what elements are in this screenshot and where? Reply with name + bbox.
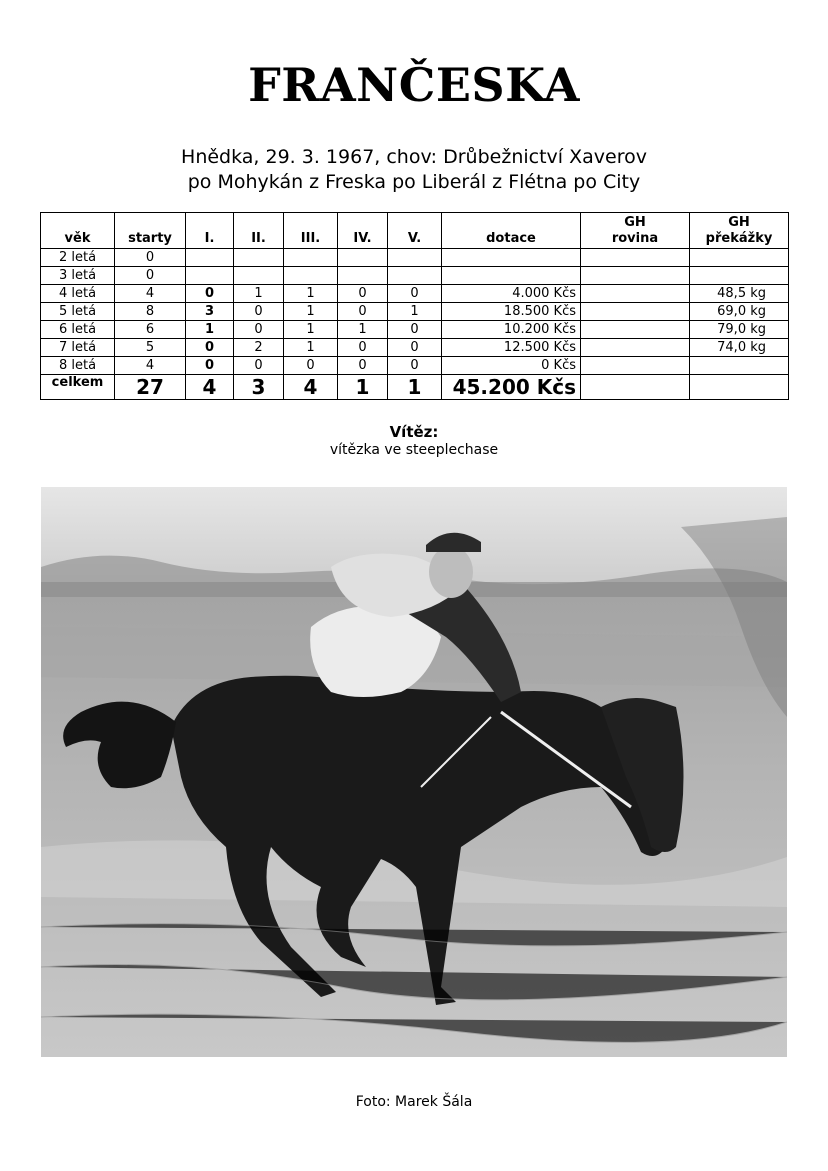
cell-prize-money: 0 Kčs (442, 357, 581, 375)
header-place-3: III. (284, 213, 338, 249)
cell-starts: 8 (115, 303, 186, 321)
header-starts: starty (115, 213, 186, 249)
cell-place-5: 0 (388, 285, 442, 303)
header-age: věk (41, 213, 115, 249)
total-starts: 27 (115, 375, 186, 400)
cell-starts: 6 (115, 321, 186, 339)
cell-starts: 0 (115, 267, 186, 285)
cell-place-2: 1 (234, 285, 284, 303)
cell-place-1 (186, 267, 234, 285)
table-total-row (41, 375, 789, 400)
table-row (41, 357, 789, 375)
cell-prize-money: 4.000 Kčs (442, 285, 581, 303)
cell-gh-flat (581, 249, 690, 267)
table-row (41, 339, 789, 357)
cell-place-2 (234, 267, 284, 285)
cell-gh-flat (581, 267, 690, 285)
cell-gh-flat (581, 357, 690, 375)
cell-place-1: 3 (186, 303, 234, 321)
cell-place-3: 1 (284, 285, 338, 303)
cell-place-2: 0 (234, 321, 284, 339)
cell-gh-obstacle: 74,0 kg (690, 339, 789, 357)
cell-gh-obstacle: 79,0 kg (690, 321, 789, 339)
cell-age: 4 letá (41, 285, 115, 303)
total-gh-flat (581, 375, 690, 400)
table-row (41, 321, 789, 339)
cell-place-4: 0 (338, 303, 388, 321)
cell-place-5: 0 (388, 357, 442, 375)
cell-place-1: 0 (186, 339, 234, 357)
cell-gh-obstacle (690, 267, 789, 285)
cell-place-4: 0 (338, 357, 388, 375)
cell-place-4: 0 (338, 285, 388, 303)
total-place-1: 4 (186, 375, 234, 400)
cell-place-5 (388, 249, 442, 267)
total-prize-money: 45.200 Kčs (442, 375, 581, 400)
cell-gh-obstacle (690, 357, 789, 375)
cell-gh-flat (581, 285, 690, 303)
cell-starts: 4 (115, 285, 186, 303)
cell-place-1: 1 (186, 321, 234, 339)
cell-prize-money (442, 249, 581, 267)
cell-prize-money: 12.500 Kčs (442, 339, 581, 357)
cell-age: 7 letá (41, 339, 115, 357)
cell-age: 5 letá (41, 303, 115, 321)
cell-gh-obstacle (690, 249, 789, 267)
cell-place-1: 0 (186, 285, 234, 303)
cell-place-1 (186, 249, 234, 267)
cell-age: 2 letá (41, 249, 115, 267)
cell-place-3: 1 (284, 321, 338, 339)
table-row (41, 285, 789, 303)
race-stats-table (40, 212, 789, 400)
cell-starts: 4 (115, 357, 186, 375)
table-header-row (41, 213, 789, 249)
cell-place-5 (388, 267, 442, 285)
total-place-3: 4 (284, 375, 338, 400)
cell-place-2: 2 (234, 339, 284, 357)
cell-place-5: 0 (388, 339, 442, 357)
winner-heading: Vítěz: (389, 423, 439, 441)
cell-gh-flat (581, 321, 690, 339)
cell-gh-obstacle: 48,5 kg (690, 285, 789, 303)
cell-place-3: 0 (284, 357, 338, 375)
table-row (41, 303, 789, 321)
cell-gh-obstacle: 69,0 kg (690, 303, 789, 321)
header-gh-obstacle: GH překážky (690, 213, 789, 249)
total-place-4: 1 (338, 375, 388, 400)
cell-place-1: 0 (186, 357, 234, 375)
cell-place-3 (284, 249, 338, 267)
cell-place-4 (338, 267, 388, 285)
table-row (41, 249, 789, 267)
winner-description: vítězka ve steeplechase (329, 442, 499, 458)
cell-place-2 (234, 249, 284, 267)
horse-race-photo (41, 487, 787, 1057)
header-gh-flat: GH rovina (581, 213, 690, 249)
cell-place-3: 1 (284, 339, 338, 357)
cell-starts: 0 (115, 249, 186, 267)
total-gh-obstacle (690, 375, 789, 400)
cell-place-4: 0 (338, 339, 388, 357)
header-place-2: II. (234, 213, 284, 249)
page-title: FRANČESKA (248, 58, 580, 112)
photo-credit: Foto: Marek Šála (355, 1094, 473, 1110)
cell-prize-money: 10.200 Kčs (442, 321, 581, 339)
cell-gh-flat (581, 339, 690, 357)
cell-place-5: 1 (388, 303, 442, 321)
cell-place-4: 1 (338, 321, 388, 339)
header-place-5: V. (388, 213, 442, 249)
cell-age: 8 letá (41, 357, 115, 375)
cell-place-2: 0 (234, 303, 284, 321)
cell-starts: 5 (115, 339, 186, 357)
horse-details: Hnědka, 29. 3. 1967, chov: Drůbežnictví Xaverov (181, 146, 647, 168)
pedigree-line: po Mohykán z Freska po Liberál z Flétna po City (187, 171, 641, 193)
cell-prize-money: 18.500 Kčs (442, 303, 581, 321)
header-place-4: IV. (338, 213, 388, 249)
cell-place-3 (284, 267, 338, 285)
cell-prize-money (442, 267, 581, 285)
table-row (41, 267, 789, 285)
total-place-2: 3 (234, 375, 284, 400)
cell-place-5: 0 (388, 321, 442, 339)
total-place-5: 1 (388, 375, 442, 400)
cell-gh-flat (581, 303, 690, 321)
cell-place-4 (338, 249, 388, 267)
total-label: celkem (41, 375, 115, 400)
header-place-1: I. (186, 213, 234, 249)
header-prize-money: dotace (442, 213, 581, 249)
cell-age: 6 letá (41, 321, 115, 339)
cell-age: 3 letá (41, 267, 115, 285)
cell-place-2: 0 (234, 357, 284, 375)
cell-place-3: 1 (284, 303, 338, 321)
